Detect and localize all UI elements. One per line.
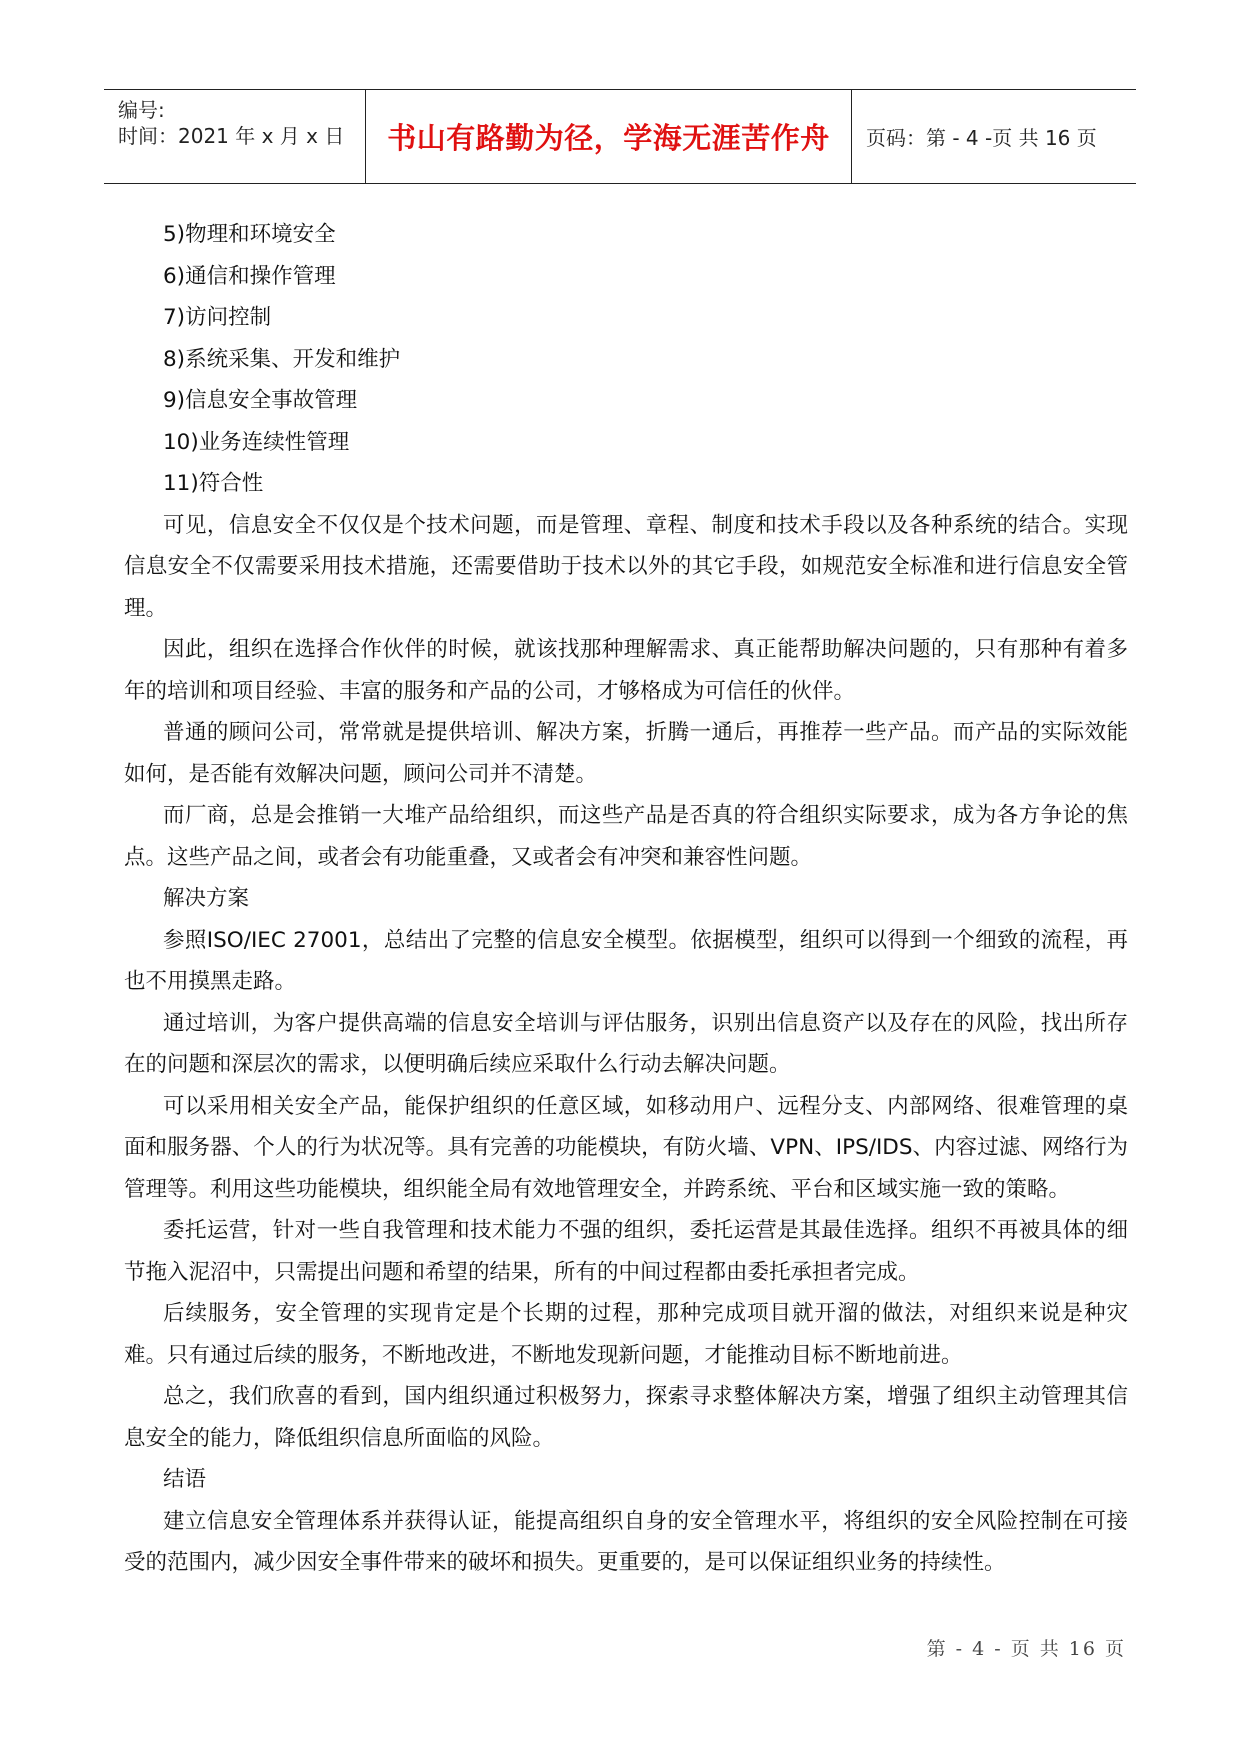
body-paragraph: 11)符合性 bbox=[163, 471, 264, 496]
body-paragraph: 可以采用相关安全产品，能保护组织的任意区域，如移动用户、远程分支、内部网络、很难管理的桌面和服务器、个人的行为状况等。具有完善的功能模块，有防火墙、VPN、IPS/IDS、内容过滤、网络行为管理等。利用这些功能模块，组织能全局有效地管理安全，并跨系统、平台和区域实施一致的策略。 bbox=[124, 1093, 1128, 1202]
document-time-label: 时间：2021 年 x 月 x 日 bbox=[118, 124, 345, 148]
body-paragraph: 可见，信息安全不仅仅是个技术问题，而是管理、章程、制度和技术手段以及各种系统的结合。实现信息安全不仅需要采用技术措施，还需要借助于技术以外的其它手段，如规范安全标准和进行信息安全管理。 bbox=[124, 512, 1128, 621]
document-number-label: 编号: bbox=[118, 98, 165, 122]
body-paragraph: 总之，我们欣喜的看到，国内组织通过积极努力，探索寻求整体解决方案，增强了组织主动管理其信息安全的能力，降低组织信息所面临的风险。 bbox=[124, 1384, 1128, 1451]
body-paragraph: 5)物理和环境安全 bbox=[163, 222, 336, 247]
body-paragraph: 因此，组织在选择合作伙伴的时候，就该找那种理解需求、真正能帮助解决问题的，只有那种有着多年的培训和项目经验、丰富的服务和产品的公司，才够格成为可信任的伙伴。 bbox=[124, 637, 1128, 704]
header-page-code: 页码：第 - 4 -页 共 16 页 bbox=[866, 126, 1097, 150]
page-footer: 第 - 4 - 页 共 16 页 bbox=[926, 1638, 1126, 1660]
body-paragraph: 委托运营，针对一些自我管理和技术能力不强的组织，委托运营是其最佳选择。组织不再被具体的细节拖入泥沼中，只需提出问题和希望的结果，所有的中间过程都由委托承担者完成。 bbox=[124, 1218, 1128, 1285]
header-motto: 书山有路勤为径，学海无涯苦作舟 bbox=[387, 121, 830, 155]
body-paragraph: 6)通信和操作管理 bbox=[163, 263, 336, 289]
body-paragraph: 7)访问控制 bbox=[163, 305, 272, 330]
body-paragraph: 后续服务，安全管理的实现肯定是个长期的过程，那种完成项目就开溜的做法，对组织来说是种灾难。只有通过后续的服务，不断地改进，不断地发现新问题，才能推动目标不断地前进。 bbox=[124, 1301, 1128, 1368]
body-paragraph: 建立信息安全管理体系并获得认证，能提高组织自身的安全管理水平，将组织的安全风险控制在可接受的范围内，减少因安全事件带来的破坏和损失。更重要的，是可以保证组织业务的持续性。 bbox=[124, 1508, 1128, 1575]
page-header bbox=[104, 89, 1136, 184]
document-body bbox=[124, 214, 1128, 1584]
body-paragraph: 参照ISO/IEC 27001，总结出了完整的信息安全模型。依据模型，组织可以得到一个细致的流程，再也不用摸黑走路。 bbox=[124, 927, 1128, 994]
section-heading: 解决方案 bbox=[163, 886, 250, 911]
header-page-cell bbox=[852, 90, 1136, 183]
body-paragraph: 10)业务连续性管理 bbox=[163, 429, 350, 455]
header-motto-cell bbox=[366, 90, 852, 183]
body-paragraph: 普通的顾问公司，常常就是提供培训、解决方案，折腾一通后，再推荐一些产品。而产品的实际效能如何，是否能有效解决问题，顾问公司并不清楚。 bbox=[124, 720, 1128, 787]
header-info-cell bbox=[104, 90, 366, 183]
section-heading: 结语 bbox=[163, 1467, 207, 1492]
body-paragraph: 而厂商，总是会推销一大堆产品给组织，而这些产品是否真的符合组织实际要求，成为各方争论的焦点。这些产品之间，或者会有功能重叠，又或者会有冲突和兼容性问题。 bbox=[124, 803, 1128, 870]
body-paragraph: 9)信息安全事故管理 bbox=[163, 388, 358, 413]
body-paragraph: 8)系统采集、开发和维护 bbox=[163, 346, 401, 372]
body-paragraph: 通过培训，为客户提供高端的信息安全培训与评估服务，识别出信息资产以及存在的风险，找出所存在的问题和深层次的需求，以便明确后续应采取什么行动去解决问题。 bbox=[124, 1010, 1128, 1077]
